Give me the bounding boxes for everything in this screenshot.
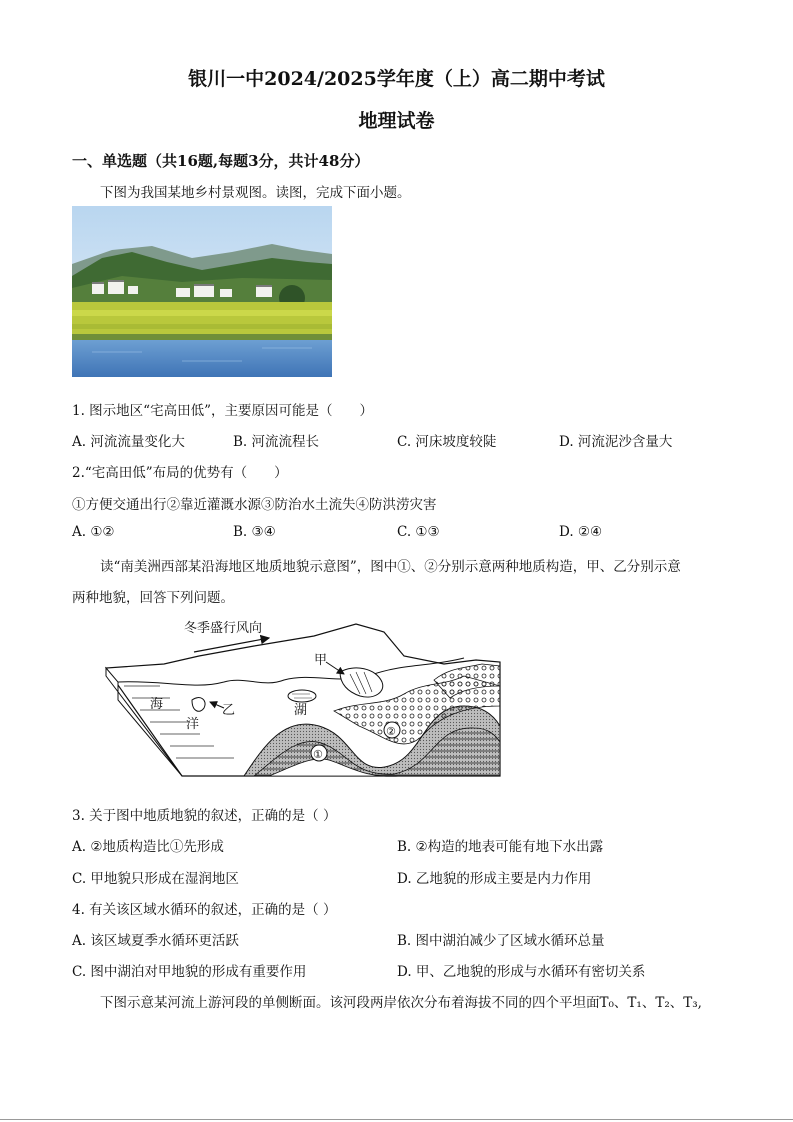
label-hu: 湖 — [294, 703, 308, 718]
q4-option-b[interactable]: B. 图中湖泊减少了区域水循环总量 — [397, 933, 605, 949]
intro-text-2-line1: 读“南美洲西部某沿海地区地质地貌示意图”，图中①、②分别示意两种地质构造，甲、乙分别示意 — [100, 559, 681, 575]
q3-option-d[interactable]: D. 乙地貌的形成主要是内力作用 — [397, 871, 592, 887]
q3-option-a[interactable]: A. ②地质构造比①先形成 — [72, 839, 224, 855]
label-yang: 洋 — [186, 717, 200, 732]
q1-option-c[interactable]: C. 河床坡度较陡 — [397, 434, 497, 450]
label-structure-1: ① — [313, 748, 323, 761]
rural-landscape-photo — [72, 206, 332, 377]
intro-text-1: 下图为我国某地乡村景观图。读图，完成下面小题。 — [100, 185, 411, 201]
q2-option-c[interactable]: C. ①③ — [397, 524, 440, 540]
geology-diagram — [104, 616, 502, 780]
label-yi: 乙 — [222, 703, 236, 718]
question-2-items: ①方便交通出行②靠近灌溉水源③防治水土流失④防洪涝灾害 — [72, 497, 437, 513]
q3-option-c[interactable]: C. 甲地貌只形成在湿润地区 — [72, 871, 239, 887]
exam-subtitle: 地理试卷 — [358, 110, 435, 132]
q1-option-d[interactable]: D. 河流泥沙含量大 — [559, 434, 673, 450]
intro-text-2-line2: 两种地貌，回答下列问题。 — [72, 590, 234, 606]
page-bottom-rule — [0, 1119, 793, 1120]
q2-option-a[interactable]: A. ①② — [72, 524, 115, 540]
q2-option-b[interactable]: B. ③④ — [233, 524, 276, 540]
label-jia: 甲 — [314, 653, 328, 668]
q4-option-a[interactable]: A. 该区域夏季水循环更活跃 — [72, 933, 239, 949]
q4-option-d[interactable]: D. 甲、乙地貌的形成与水循环有密切关系 — [397, 964, 646, 980]
label-structure-2: ② — [386, 725, 396, 738]
q4-option-c[interactable]: C. 图中湖泊对甲地貌的形成有重要作用 — [72, 964, 307, 980]
question-2-stem: 2.“宅高田低”布局的优势有（ ） — [72, 465, 288, 481]
question-3-stem: 3. 关于图中地质地貌的叙述，正确的是（ ） — [72, 808, 337, 824]
question-4-stem: 4. 有关该区域水循环的叙述，正确的是（ ） — [72, 902, 337, 918]
intro-text-3: 下图示意某河流上游河段的单侧断面。该河段两岸依次分布着海拔不同的四个平坦面T₀、T₁、T₂、T₃, — [100, 995, 702, 1011]
question-1-stem: 1. 图示地区“宅高田低”，主要原因可能是（ ） — [72, 403, 373, 419]
wind-label: 冬季盛行风向 — [184, 621, 263, 636]
q1-option-b[interactable]: B. 河流流程长 — [233, 434, 320, 450]
q2-option-d[interactable]: D. ②④ — [559, 524, 603, 540]
label-hai: 海 — [150, 697, 164, 712]
q3-option-b[interactable]: B. ②构造的地表可能有地下水出露 — [397, 839, 604, 855]
exam-title: 银川一中2024/2025学年度（上）高二期中考试 — [188, 68, 605, 90]
section-heading: 一、单选题（共16题,每题3分，共计48分） — [72, 152, 370, 170]
q1-option-a[interactable]: A. 河流流量变化大 — [72, 434, 185, 450]
